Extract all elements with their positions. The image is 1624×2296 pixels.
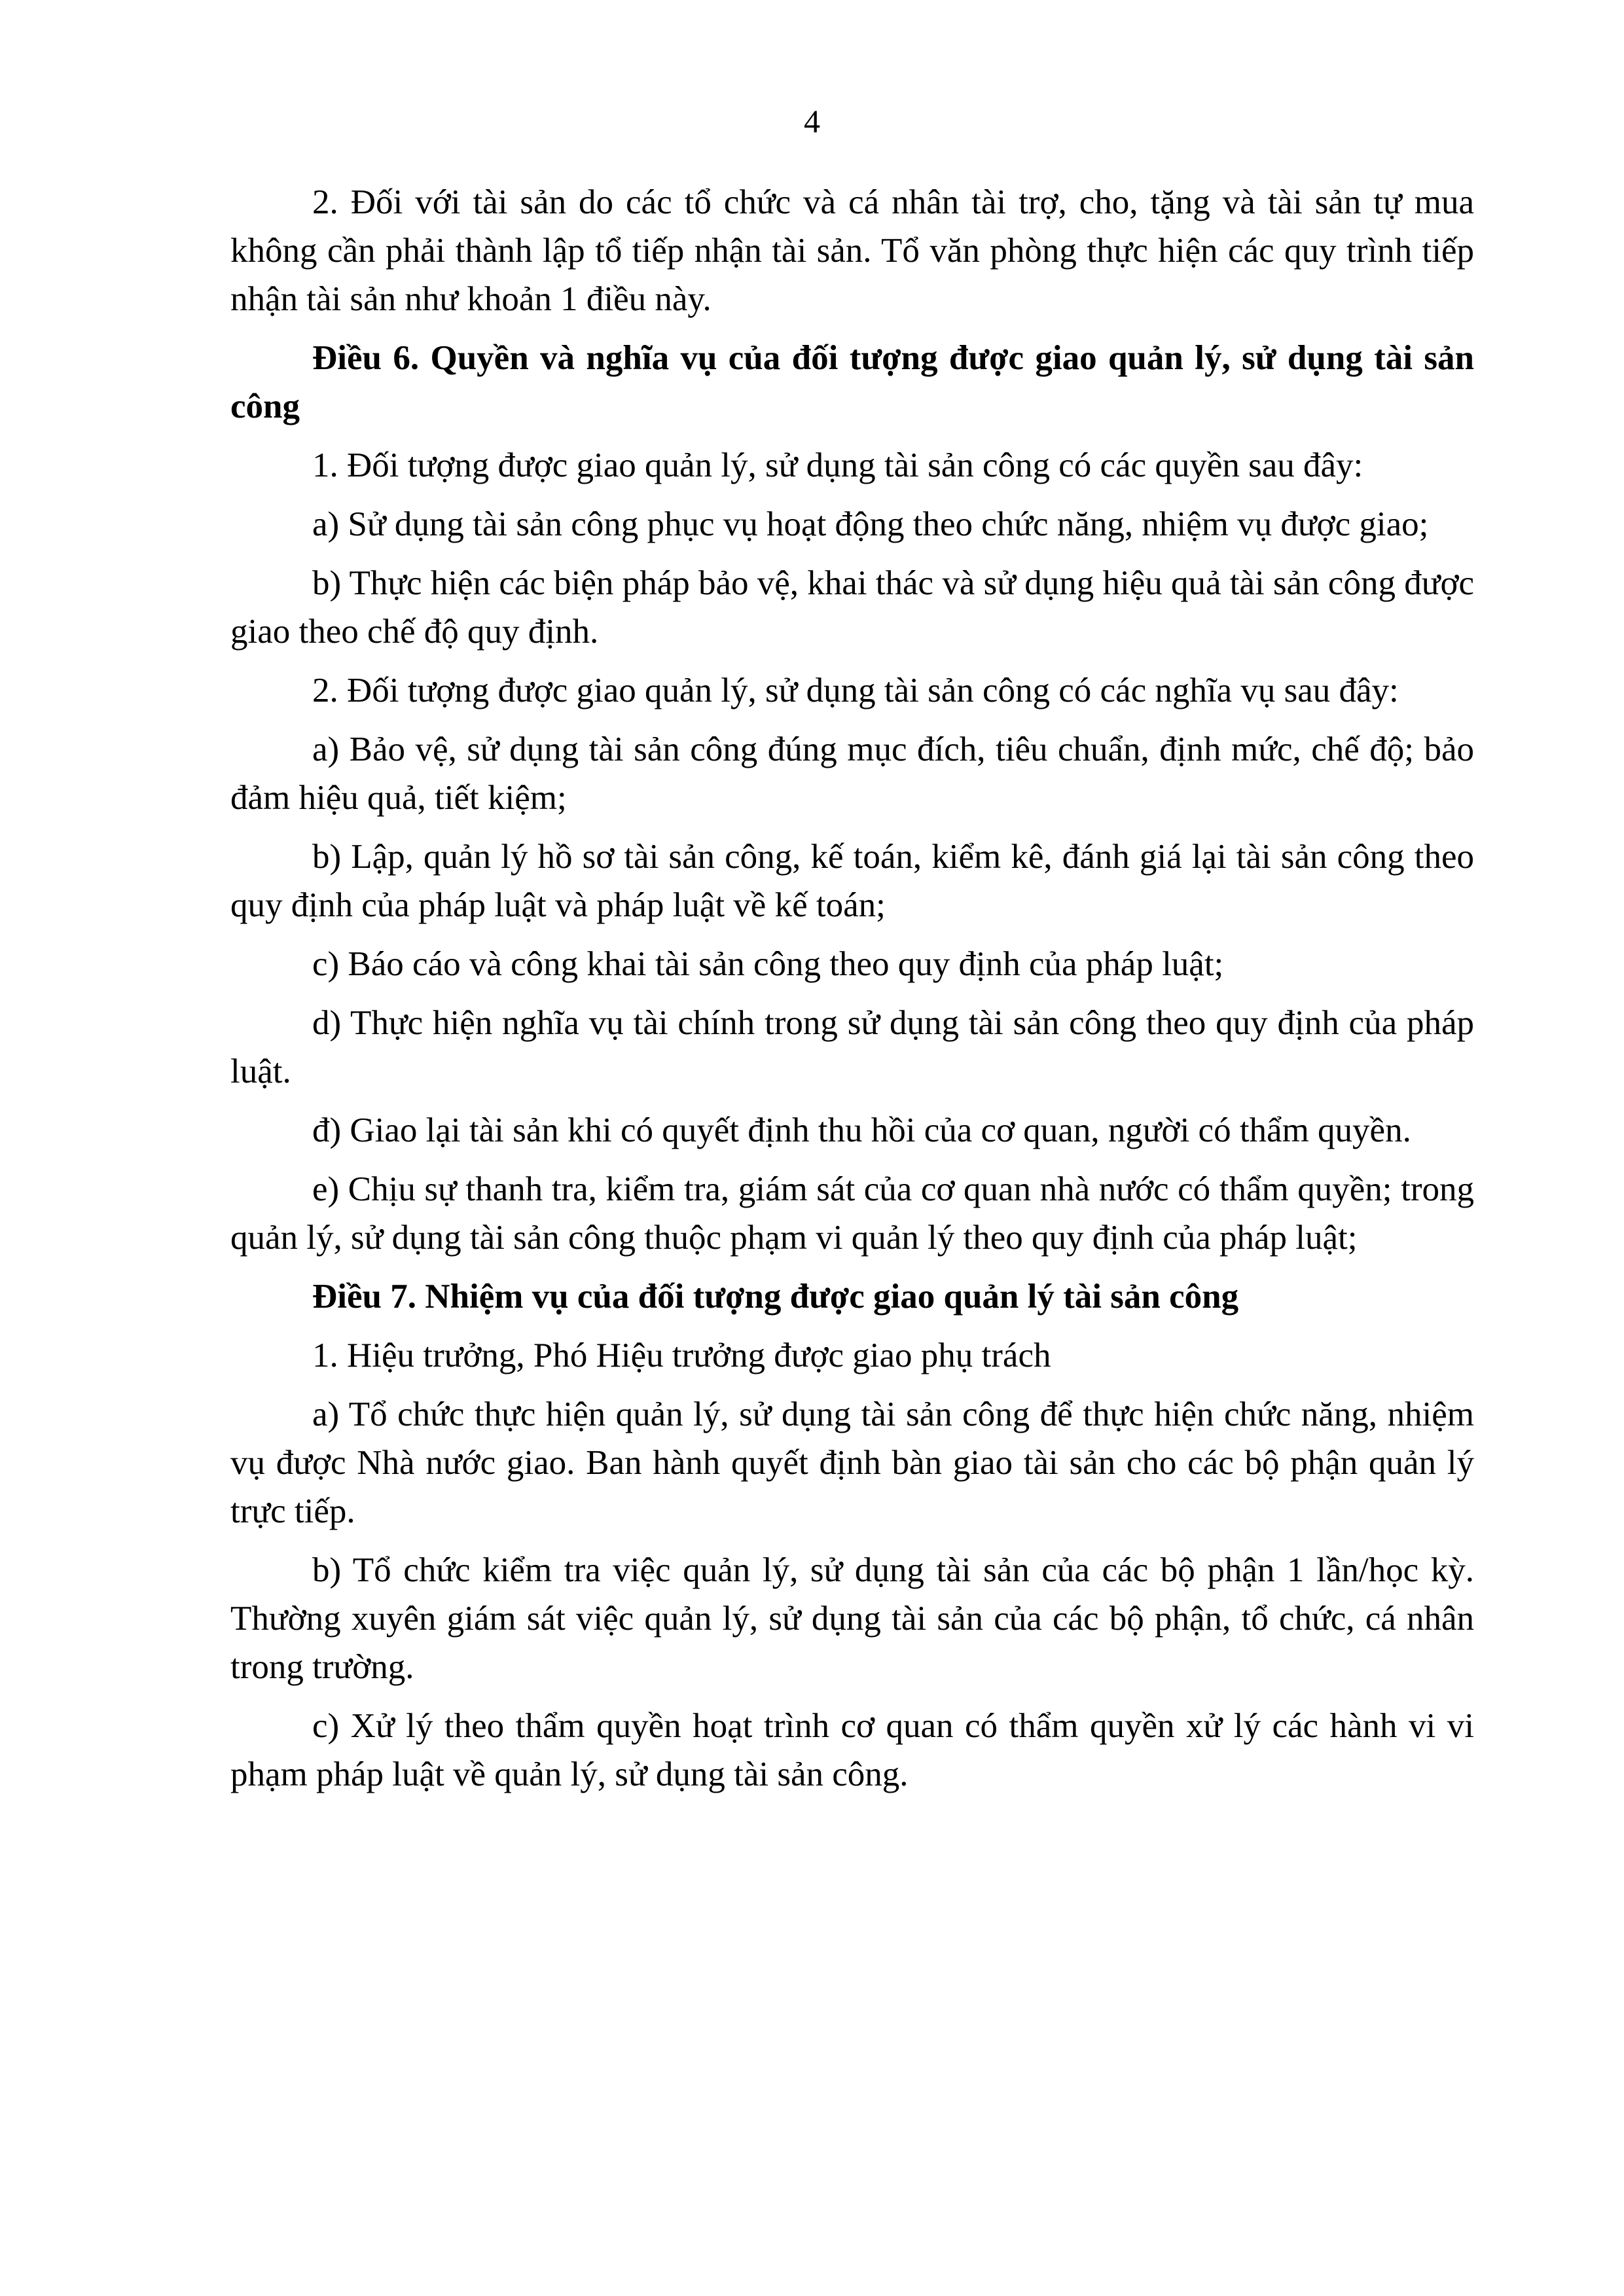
page-number: 4	[804, 103, 820, 139]
paragraph-dieu6-khoan2-a: a) Bảo vệ, sử dụng tài sản công đúng mục đích, tiêu chuẩn, định mức, chế độ; bảo đảm hiệu quả, tiết kiệm;	[230, 730, 1474, 817]
paragraph-dieu6-khoan2-c: c) Báo cáo và công khai tài sản công theo quy định của pháp luật;	[312, 945, 1224, 983]
paragraph-dieu6-khoan1-a: a) Sử dụng tài sản công phục vụ hoạt động theo chức năng, nhiệm vụ được giao;	[312, 505, 1429, 543]
paragraph-dieu6-khoan2-dd: đ) Giao lại tài sản khi có quyết định thu hồi của cơ quan, người có thẩm quyền.	[312, 1111, 1411, 1149]
article-heading-dieu-6: Điều 6. Quyền và nghĩa vụ của đối tượng được giao quản lý, sử dụng tài sản công	[230, 339, 1474, 425]
paragraph-dieu7-khoan1-b: b) Tổ chức kiểm tra việc quản lý, sử dụng tài sản của các bộ phận 1 lần/học kỳ. Thường xuyên giám sát việc quản lý, sử dụng tài sản của các bộ phận, tổ chức, cá nhân trong trường.	[230, 1551, 1474, 1686]
paragraph-dieu7-khoan1: 1. Hiệu trưởng, Phó Hiệu trưởng được giao phụ trách	[312, 1336, 1051, 1374]
paragraph-dieu6-khoan2: 2. Đối tượng được giao quản lý, sử dụng tài sản công có các nghĩa vụ sau đây:	[312, 672, 1399, 709]
paragraph-dieu6-khoan1-b: b) Thực hiện các biện pháp bảo vệ, khai thác và sử dụng hiệu quả tài sản công được giao theo chế độ quy định.	[230, 564, 1474, 651]
paragraph-dieu6-khoan2-d: d) Thực hiện nghĩa vụ tài chính trong sử dụng tài sản công theo quy định của pháp luật.	[230, 1004, 1474, 1090]
paragraph-dieu6-khoan1: 1. Đối tượng được giao quản lý, sử dụng tài sản công có các quyền sau đây:	[312, 446, 1363, 484]
paragraph-dieu7-khoan1-c: c) Xử lý theo thẩm quyền hoạt trình cơ quan có thẩm quyền xử lý các hành vi vi phạm pháp luật về quản lý, sử dụng tài sản công.	[230, 1707, 1474, 1793]
article-heading-dieu-7: Điều 7. Nhiệm vụ của đối tượng được giao quản lý tài sản công	[312, 1278, 1239, 1316]
paragraph-dieu7-khoan1-a: a) Tổ chức thực hiện quản lý, sử dụng tài sản công để thực hiện chức năng, nhiệm vụ được Nhà nước giao. Ban hành quyết định bàn giao tài sản cho các bộ phận quản lý trực tiếp.	[230, 1395, 1474, 1530]
document-body	[230, 178, 1474, 1809]
paragraph-dieu5-khoan2: 2. Đối với tài sản do các tổ chức và cá nhân tài trợ, cho, tặng và tài sản tự mua không cần phải thành lập tổ tiếp nhận tài sản. Tổ văn phòng thực hiện các quy trình tiếp nhận tài sản như khoản 1 điều này.	[230, 183, 1474, 318]
paragraph-dieu6-khoan2-b: b) Lập, quản lý hồ sơ tài sản công, kế toán, kiểm kê, đánh giá lại tài sản công theo quy định của pháp luật và pháp luật về kế toán;	[230, 838, 1474, 924]
paragraph-dieu6-khoan2-e: e) Chịu sự thanh tra, kiểm tra, giám sát của cơ quan nhà nước có thẩm quyền; trong quản lý, sử dụng tài sản công thuộc phạm vi quản lý theo quy định của pháp luật;	[230, 1170, 1474, 1257]
